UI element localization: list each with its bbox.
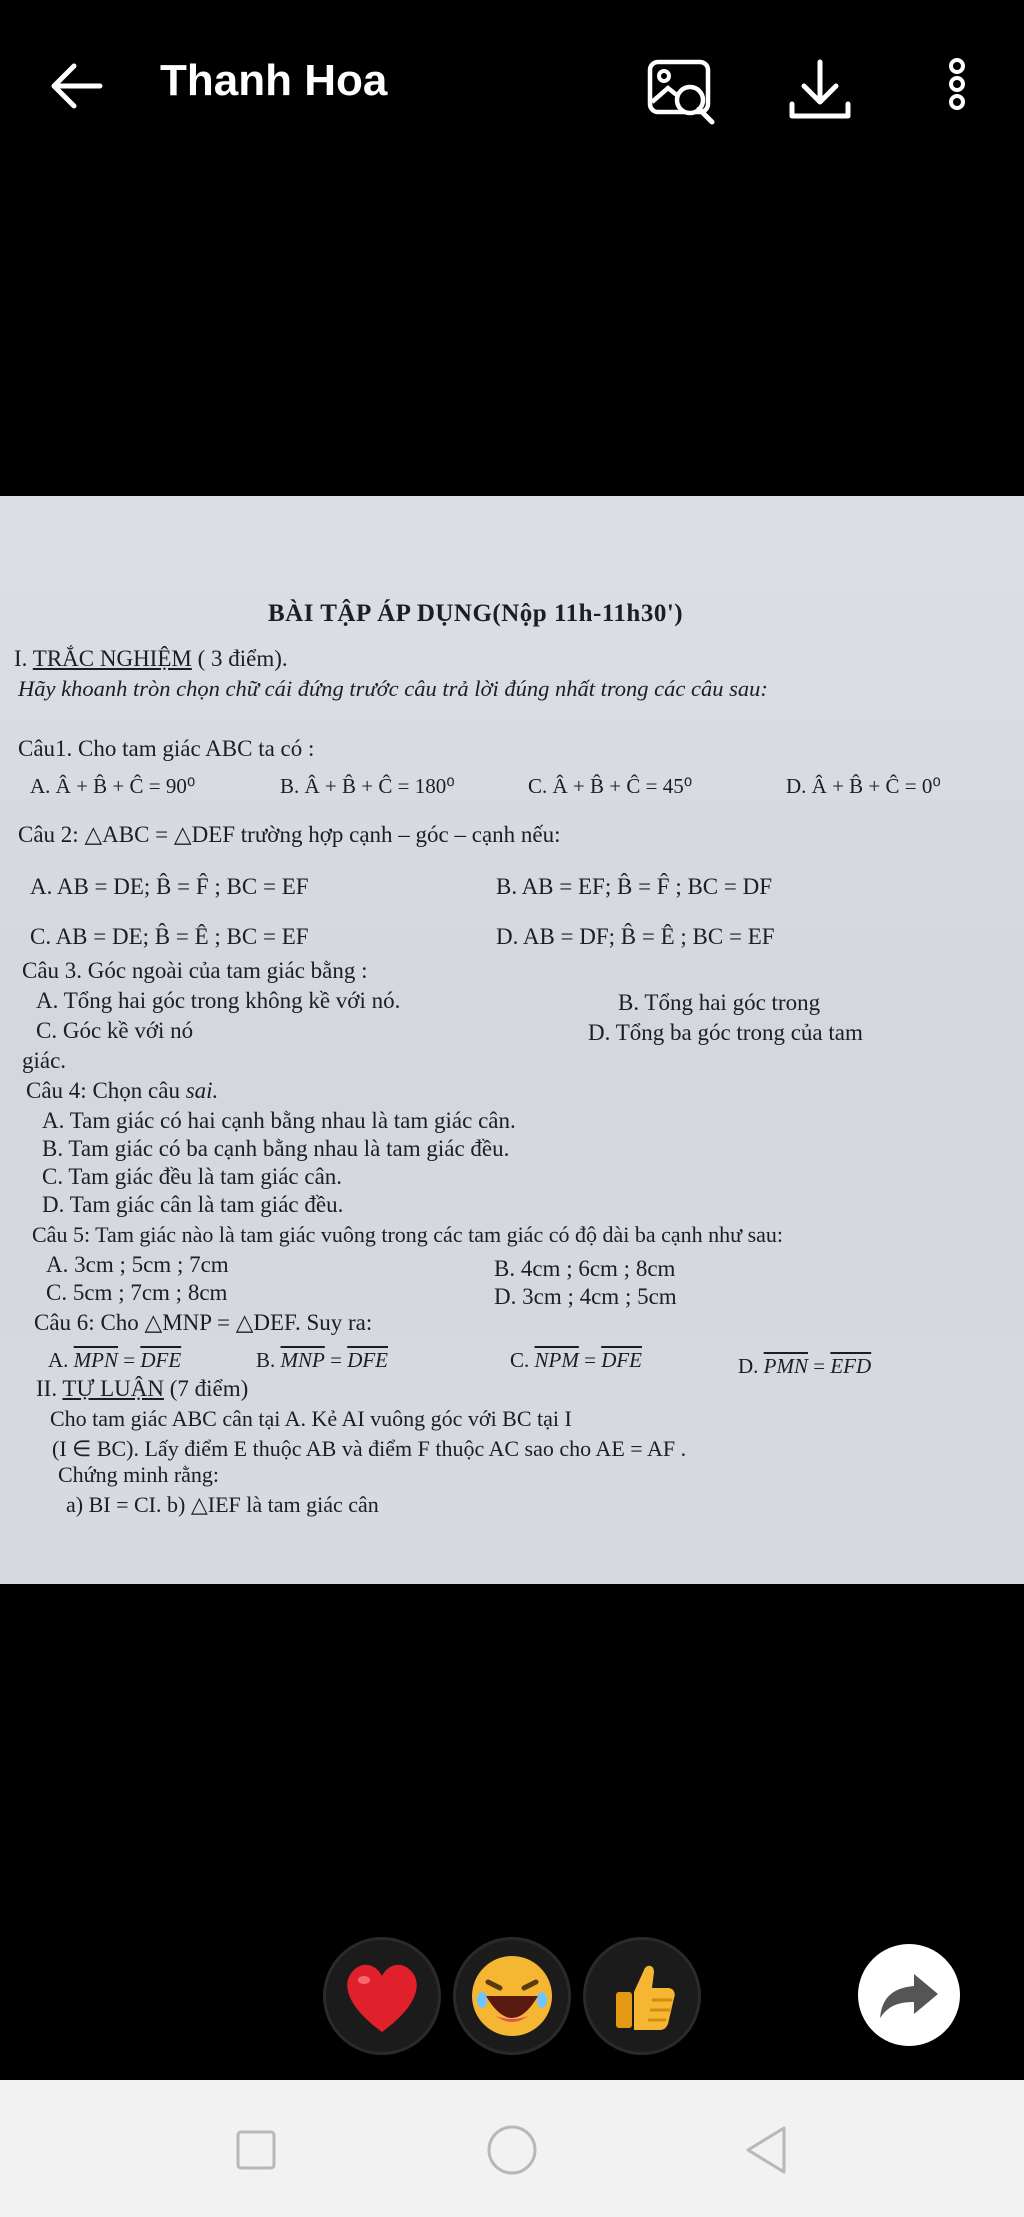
q1-option-c: C. Â + B̂ + Ĉ = 45⁰ <box>528 774 693 798</box>
document-photo[interactable] <box>0 496 1024 1584</box>
q2-option-b: B. AB = EF; B̂ = F̂ ; BC = DF <box>496 874 773 899</box>
back-arrow-icon[interactable] <box>48 58 108 114</box>
system-nav-bar <box>0 2080 1024 2217</box>
more-vert-icon[interactable] <box>920 54 994 130</box>
laughing-emoji <box>456 1940 568 2052</box>
q5-option-c: C. 5cm ; 7cm ; 8cm <box>46 1280 228 1305</box>
like-reaction-button[interactable] <box>586 1940 698 2052</box>
image-search-icon[interactable] <box>644 54 720 130</box>
q3-option-b: B. Tổng hai góc trong <box>618 990 821 1015</box>
q6-option-c: C. $\overline{NPM} = \overline{DFE}$ <box>510 1348 643 1372</box>
heart-reaction-button[interactable] <box>326 1940 438 2052</box>
q5-option-b: B. 4cm ; 6cm ; 8cm <box>494 1256 676 1281</box>
question-1: Câu1. Cho tam giác ABC ta có : <box>18 736 315 761</box>
top-app-bar <box>0 0 1024 170</box>
q2-option-c: C. AB = DE; B̂ = Ê ; BC = EF <box>30 924 309 949</box>
worksheet-heading: BÀI TẬP ÁP DỤNG(Nộp 11h-11h30') <box>268 600 684 627</box>
q1-option-a: A. Â + B̂ + Ĉ = 90⁰ <box>30 774 196 798</box>
q1-option-d: D. Â + B̂ + Ĉ = 0⁰ <box>786 774 941 798</box>
q2-option-d: D. AB = DF; B̂ = Ê ; BC = EF <box>496 924 775 949</box>
problem-line-1: Cho tam giác ABC cân tại A. Kẻ AI vuông góc với BC tại I <box>50 1406 572 1431</box>
q1-option-b: B. Â + B̂ + Ĉ = 180⁰ <box>280 774 455 798</box>
q4-option-d: D. Tam giác cân là tam giác đều. <box>42 1192 344 1217</box>
problem-line-2: (I ∈ BC). Lấy điểm E thuộc AB và điểm F thuộc AC sao cho AE = AF . <box>52 1436 687 1461</box>
question-6: Câu 6: Cho △MNP = △DEF. Suy ra: <box>34 1310 373 1335</box>
q3-option-d: D. Tổng ba góc trong của tam <box>588 1020 863 1045</box>
q4-option-a: A. Tam giác có hai cạnh bằng nhau là tam giác cân. <box>42 1108 516 1133</box>
section-1-title: I. TRẮC NGHIỆM ( 3 điểm). <box>14 646 288 671</box>
laugh-reaction-button[interactable] <box>456 1940 568 2052</box>
problem-line-3: Chứng minh rằng: <box>58 1462 220 1487</box>
worksheet <box>0 496 1024 1584</box>
section-2-title: II. TỰ LUẬN (7 điểm) <box>36 1376 249 1401</box>
q2-option-a: A. AB = DE; B̂ = F̂ ; BC = EF <box>30 874 309 899</box>
back-triangle-icon[interactable] <box>738 2120 798 2180</box>
recents-square-icon[interactable] <box>226 2120 286 2180</box>
question-4: Câu 4: Chọn câu sai. <box>26 1078 219 1103</box>
page-title: Thanh Hoa <box>160 56 388 105</box>
q4-option-b: B. Tam giác có ba cạnh bằng nhau là tam giác đều. <box>42 1136 510 1161</box>
q4-option-c: C. Tam giác đều là tam giác cân. <box>42 1164 343 1189</box>
question-2: Câu 2: △ABC = △DEF trường hợp cạnh – góc – cạnh nếu: <box>18 822 561 847</box>
home-circle-icon[interactable] <box>482 2120 542 2180</box>
q3-option-c: C. Góc kề với nó <box>36 1018 194 1043</box>
question-3: Câu 3. Góc ngoài của tam giác bằng : <box>22 958 368 983</box>
q5-option-a: A. 3cm ; 5cm ; 7cm <box>46 1252 229 1277</box>
q5-option-d: D. 3cm ; 4cm ; 5cm <box>494 1284 677 1309</box>
q6-option-b: B. $\overline{MNP} = \overline{DFE}$ <box>256 1348 389 1372</box>
q6-option-a: A. $\overline{MPN} = \overline{DFE}$ <box>48 1348 182 1372</box>
question-5: Câu 5: Tam giác nào là tam giác vuông trong các tam giác có độ dài ba cạnh như sau: <box>32 1222 784 1247</box>
heart-emoji <box>326 1940 438 2052</box>
q3-option-a: A. Tổng hai góc trong không kề với nó. <box>36 988 401 1013</box>
problem-line-4: a) BI = CI. b) △IEF là tam giác cân <box>66 1492 379 1517</box>
q3-option-d-cont: giác. <box>22 1048 67 1073</box>
download-icon[interactable] <box>782 54 858 130</box>
thumbs-up-emoji <box>586 1940 698 2052</box>
q6-option-d: D. $\overline{PMN} = \overline{EFD}$ <box>738 1354 872 1378</box>
share-button[interactable] <box>858 1944 960 2046</box>
instruction-text: Hãy khoanh tròn chọn chữ cái đứng trước câu trả lời đúng nhất trong các câu sau: <box>18 676 768 701</box>
share-icon <box>858 1944 960 2046</box>
